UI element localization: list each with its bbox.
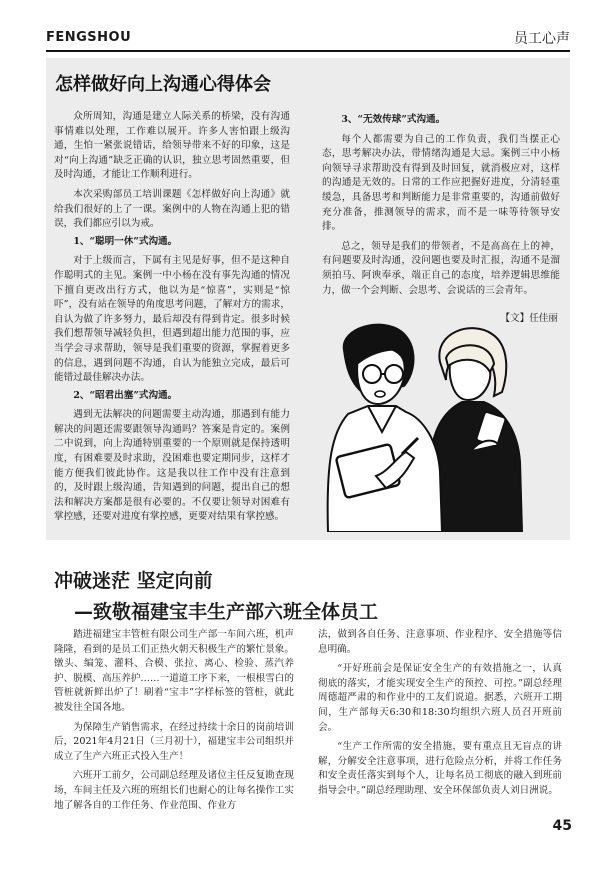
article2-column-left xyxy=(54,628,294,813)
two-women-reading-illustration xyxy=(322,322,548,532)
paragraph: 六班开工前夕，公司副总经理及诸位主任反复勘查现场，车间主任及六班的班组长们也耐心的让每名操作工实地了解各自的工作任务、作业范围、作业方 xyxy=(54,770,294,811)
article1-column-right xyxy=(322,110,560,298)
paragraph: 为保障生产销售需求，在经过持续十余日的岗前培训后，2021年4月21日（三月初十），福建宝丰公司组织并成立了生产六班正式投入生产！ xyxy=(54,721,294,762)
section-heading: 3、“无效传球”式沟通。 xyxy=(341,114,446,125)
article1-author: 【文】任佳丽 xyxy=(500,313,558,324)
article2-column-right xyxy=(318,628,562,799)
page-header xyxy=(46,28,570,48)
paragraph: 踏进福建宝丰管桩有限公司生产部一车间六班，机声隆隆，看到的是员工们正热火朝天积极生产的繁忙景象。镦头、编笼、灌料、合模、张拉、离心、检验、蒸汽养护、脱模、高压养护……一道道工序下来，一根根雪白的管桩就新鲜出炉了！刷着“宝丰”字样标签的管桩，就此被发往全国各地。 xyxy=(54,629,294,713)
section-heading: 1、“聪明一休”式沟通。 xyxy=(73,235,178,247)
article2-title: 冲破迷茫 坚定向前 xyxy=(54,570,213,592)
paragraph: 对于上级而言，下属有主见是好事，但不是这种自作聪明式的主见。案例一中小杨在没有事先沟通的情况下擅自更改出行方式，他以为是“惊喜”，实则是“惊吓”，没有站在领导的角度思考问题，了解对方的需求，自认为做了许多努力，最后却没有得到肯定。很多时候我们想帮领导减轻负担，但遇到超出能力范围的事，应当学会寻求帮助，领导是我们重要的资源，掌握着更多的信息，遇到问题不沟通，自认为能独立完成，最后可能错过最佳解决办法。 xyxy=(54,255,290,384)
paragraph: 总之，领导是我们的带领者，不是高高在上的神，有问题要及时沟通，没问题也要及时汇报，沟通不是溜须拍马、阿谀奉承，端正自己的态度，培养逻辑思维能力，做一个会判断、会思考、会说话的三会青年。 xyxy=(322,240,560,296)
article1-title: 怎样做好向上沟通心得体会 xyxy=(55,74,271,95)
paragraph: 本次采购部员工培训课题《怎样做好向上沟通》就给我们很好的上了一课。案例中的人物在沟通上犯的错误，我们都应引以为戒。 xyxy=(54,188,290,230)
section-heading: 2、“昭君出塞”式沟通。 xyxy=(73,389,178,401)
paragraph: “生产工作所需的安全措施，要有重点且无盲点的讲解，分解安全注意事项，进行危险点分析，并将工作任务和安全责任落实到每个人，让每名员工彻底的融入到班前指导会中。”副总经理助理、安全环保部负责人刘日洲说。 xyxy=(318,741,562,796)
paragraph: “开好班前会是保证安全生产的有效措施之一，认真彻底的落实，才能实现安全生产的预控、可控。”副总经理周德超严肃的和作业中的工友们说道。据悉，六班开工期间，生产部每天6:30和18:30均组织六班人员召开班前会。 xyxy=(318,663,562,733)
paragraph: 法，做到各自任务、注意事项、作业程序、安全措施等信息明确。 xyxy=(318,629,562,655)
article2-subtitle: —致敬福建宝丰生产部六班全体员工 xyxy=(74,601,379,623)
section-title: 员工心声 xyxy=(514,31,570,47)
article1-column-left xyxy=(54,110,290,525)
header-rule xyxy=(46,50,570,52)
paragraph: 每个人都需要为自己的工作负责，我们当摆正心态，思考解决办法，带情绪沟通是大忌。案例三中小杨向领导寻求帮助没有得到及时回复，就消极应对，这样的沟通是无效的。日常的工作应把握好进度，分清轻重缓急，具备思考和判断能力是非常重要的，沟通前做好充分准备，推测领导的需求，而不是一味等待领导安排。 xyxy=(322,133,560,233)
paragraph: 众所周知，沟通是建立人际关系的桥梁，没有沟通事情难以处理，工作难以展开。许多人害怕跟上级沟通，生怕一紧张说错话，给领导带来不好的印象，这是对“向上沟通”缺乏正确的认识，独立思考固然重要，但及时沟通，才能让工作顺利进行。 xyxy=(54,111,290,181)
paragraph: 遇到无法解决的问题需要主动沟通，那遇到有能力解决的问题还需要跟领导沟通吗？答案是肯定的。案例二中说到，向上沟通特别重要的一个原则就是保持透明度，有困难要及时求助，没困难也要定期同步，这样才能方便我们彼此协作。这是我以往工作中没有注意到的，及时跟上级沟通，告知遇到的问题，提出自己的想法和解决方案都是很有必要的。不仅要让领导对困难有掌控感，还要对进度有掌控感，更要对结果有掌控感。 xyxy=(54,409,290,523)
magazine-brand: FENGSHOU xyxy=(46,30,132,45)
page-number: 45 xyxy=(552,818,572,834)
